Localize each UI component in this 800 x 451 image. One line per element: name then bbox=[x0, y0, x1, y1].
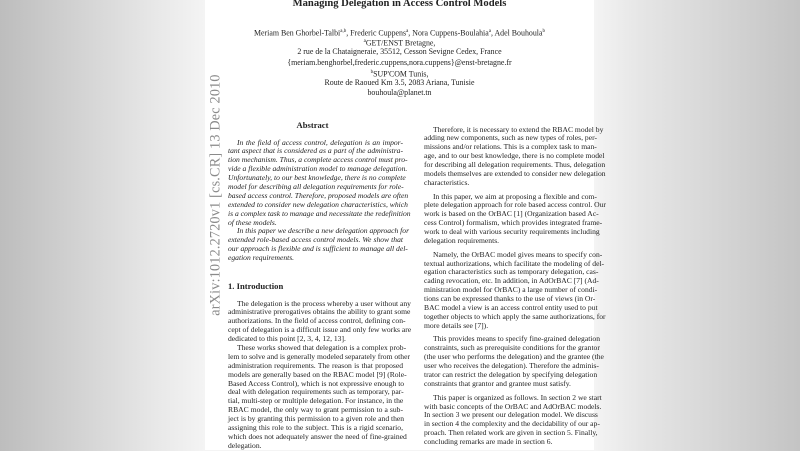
text-line: This paper is organized as follows. In section 2 we start bbox=[433, 392, 602, 402]
text-line: delegation requirements. bbox=[424, 235, 500, 245]
text-line: adding new components, such as new types of roles, per- bbox=[424, 133, 597, 143]
affiliation-line bbox=[205, 37, 594, 47]
affiliation-emails: {meriam.benghorbel,frederic.cuppens,nora.cuppens}@enst-bretagne.fr bbox=[287, 57, 512, 67]
text-line: deal with delegation requirements such as temporary, par- bbox=[228, 387, 404, 397]
text-line: proach. Then related work are given in section 5. Finally, bbox=[424, 428, 598, 438]
author-name: Meriam Ben Ghorbel-Talbi bbox=[254, 28, 341, 38]
text-line: administration requirements. The reason is that proposed bbox=[228, 360, 403, 370]
affiliation-mark: b bbox=[370, 69, 374, 75]
text-line: (the user who performs the delegation) and the grantee (the bbox=[424, 352, 604, 362]
text-line: tions can be expressed thanks to the use of views (in Or- bbox=[424, 294, 596, 304]
text-line: ministration model for OrBAC) a large number of condi- bbox=[424, 285, 598, 295]
text-line: vide a flexible administration model to manage delegation. bbox=[228, 164, 408, 174]
text-line: Based Access Control), which is not expressive enough to bbox=[228, 378, 405, 388]
text-line: delegation. bbox=[228, 440, 262, 450]
paper-title: Managing Delegation in Access Control Models bbox=[292, 0, 507, 9]
text-line: constraints that grantor and grantee must satisfy. bbox=[424, 378, 571, 388]
author-mark: a bbox=[488, 29, 491, 34]
text-line: missions and/or relations. This is a complex task to man- bbox=[424, 142, 597, 152]
author-block bbox=[205, 27, 594, 98]
text-line: characteristics. bbox=[424, 177, 470, 187]
text-line: extended to consider new delegation characteristics, which bbox=[228, 199, 408, 209]
text-line: Unfortunately, to our best knowledge, there is no complete bbox=[228, 173, 406, 183]
text-line: constraints, such as prerequisite conditions for the grantor bbox=[424, 343, 600, 353]
text-line: work is based on the OrBAC [1] (Organization based Ac- bbox=[424, 209, 599, 219]
text-line: of these models. bbox=[228, 217, 277, 227]
text-line: egation characteristics such as temporary delegation, cas- bbox=[424, 267, 599, 277]
text-line: with basic concepts of the OrBAC and AdOrBAC models. bbox=[424, 401, 602, 411]
author-mark: a,b bbox=[340, 29, 347, 34]
text-line: These works showed that delegation is a complex prob- bbox=[237, 342, 407, 352]
text-line: dedicated to this point [2, 3, 4, 12, 13]. bbox=[228, 334, 346, 344]
text-line: concluding remarks are made in section 6. bbox=[424, 437, 553, 447]
author-mark: a bbox=[406, 29, 409, 34]
author-name: Nora Cuppens-Boulahia bbox=[412, 28, 489, 38]
text-line: our approach is flexible and is sufficient to manage all del- bbox=[228, 244, 408, 254]
text-line: egation requirements. bbox=[228, 253, 295, 263]
text-line: trator can restrict the delegation by specifying delegation bbox=[424, 370, 598, 380]
affiliation-line bbox=[205, 68, 594, 78]
arxiv-stamp: arXiv:1012.2720v1 [cs.CR] 13 Dec 2010 bbox=[207, 74, 224, 316]
text-line: In the field of access control, delegation is an impor- bbox=[237, 137, 403, 147]
text-line: extended role-based access control models. We show that bbox=[228, 235, 403, 245]
text-line: age, and to our best knowledge, there is no complete model bbox=[424, 151, 605, 161]
text-line: together objects to which apply the same authorizations, for bbox=[424, 311, 606, 321]
author-name: Frederic Cuppens bbox=[350, 28, 407, 38]
affiliation-address: Route de Raoued Km 3.5, 2083 Ariana, Tunisie bbox=[324, 77, 475, 87]
author-mark: b bbox=[542, 29, 545, 34]
text-line: assigning this role to the subject. This is a rigid scenario, bbox=[228, 422, 403, 432]
text-line: tial, multi-step or multiple delegation. For instance, in the bbox=[228, 396, 404, 406]
text-line: tion mechanism. Thus, a complete access control must pro- bbox=[228, 155, 408, 165]
text-line: tant aspect that is considered as a part of the administra- bbox=[228, 146, 403, 156]
affiliation-text: GET/ENST Bretagne, bbox=[365, 38, 436, 48]
author-line: Meriam Ben Ghorbel-Talbi$^{a,b}$, Frederic Cuppens$^a$, Nora Cuppens-Boulahia$^a$, Adel Bouhoula$^b$ bbox=[254, 28, 545, 38]
text-line: user who receives the delegation). Therefore the adminis- bbox=[424, 361, 599, 371]
text-line: models are generally based on the RBAC model [9] (Role- bbox=[228, 369, 407, 379]
text-line: models themselves are extended to consider new delegation bbox=[424, 168, 606, 178]
text-line: cess Control) formalism, which provides integrated frame- bbox=[424, 218, 603, 228]
affiliation-address: 2 rue de la Chataigneraie, 35512, Cesson Sevigne Cedex, France bbox=[297, 47, 502, 57]
text-line: cading revocation, etc. In addition, in AdOrBAC [7] (Ad- bbox=[424, 276, 599, 286]
affiliation-mark: a bbox=[363, 39, 366, 45]
text-line: is a complex task to manage and necessitate the redefinition bbox=[228, 208, 411, 218]
text-line: model for describing all delegation requirements for role- bbox=[228, 181, 404, 191]
author-name: Adel Bouhoula bbox=[494, 28, 543, 38]
text-line: lem to solve and is generally modeled separately from other bbox=[228, 351, 410, 361]
text-line: cept of delegation is a difficult issue and only few works are bbox=[228, 325, 412, 335]
text-line: Namely, the OrBAC model gives means to specify con- bbox=[433, 249, 603, 259]
text-line: plete delegation approach for role based access control. Our bbox=[424, 200, 606, 210]
text-line: In this paper we describe a new delegation approach for bbox=[237, 226, 410, 236]
text-line: Therefore, it is necessary to extend the RBAC model by bbox=[433, 124, 604, 134]
text-line: This provides means to specify fine-grained delegation bbox=[433, 334, 601, 344]
affiliation-text: SUP'COM Tunis, bbox=[373, 69, 429, 79]
section-heading-introduction: 1. Introduction bbox=[228, 281, 284, 291]
text-line: for describing all delegation requirements. Thus, delegation bbox=[424, 160, 606, 170]
text-line: more details see [7]). bbox=[424, 320, 489, 330]
paper-page bbox=[205, 0, 606, 450]
text-line: which does not adequately answer the need of fine-grained bbox=[228, 431, 407, 441]
right-column-text bbox=[424, 124, 606, 447]
text-line: based access control. Therefore, proposed models are often bbox=[228, 190, 409, 200]
abstract-text bbox=[228, 137, 411, 263]
text-line: The delegation is the process whereby a user without any bbox=[237, 298, 411, 308]
abstract-heading: Abstract bbox=[296, 120, 329, 130]
text-line: in section 4 the complexity and the decidability of our ap- bbox=[424, 419, 600, 429]
text-line: RBAC model, the only way to grant permission to a sub- bbox=[228, 405, 403, 415]
introduction-text bbox=[228, 298, 412, 451]
text-line: In section 3 we present our delegation model. We discuss bbox=[424, 410, 598, 420]
text-line: In this paper, we aim at proposing a flexible and com- bbox=[433, 191, 597, 201]
text-line: authorizations. In the field of access control, defining con- bbox=[228, 316, 406, 326]
text-line: administrative prerogatives obtains the ability to grant some bbox=[228, 307, 411, 317]
text-line: BAC model a view is an access control entity used to put bbox=[424, 303, 598, 313]
affiliation-email: bouhoula@planet.tn bbox=[367, 88, 432, 98]
text-line: textual authorizations, which facilitate the modeling of del- bbox=[424, 258, 605, 268]
text-line: work to deal with various security requirements including bbox=[424, 227, 600, 237]
text-line: ject is by granting this permission to a given role and then bbox=[228, 414, 405, 424]
